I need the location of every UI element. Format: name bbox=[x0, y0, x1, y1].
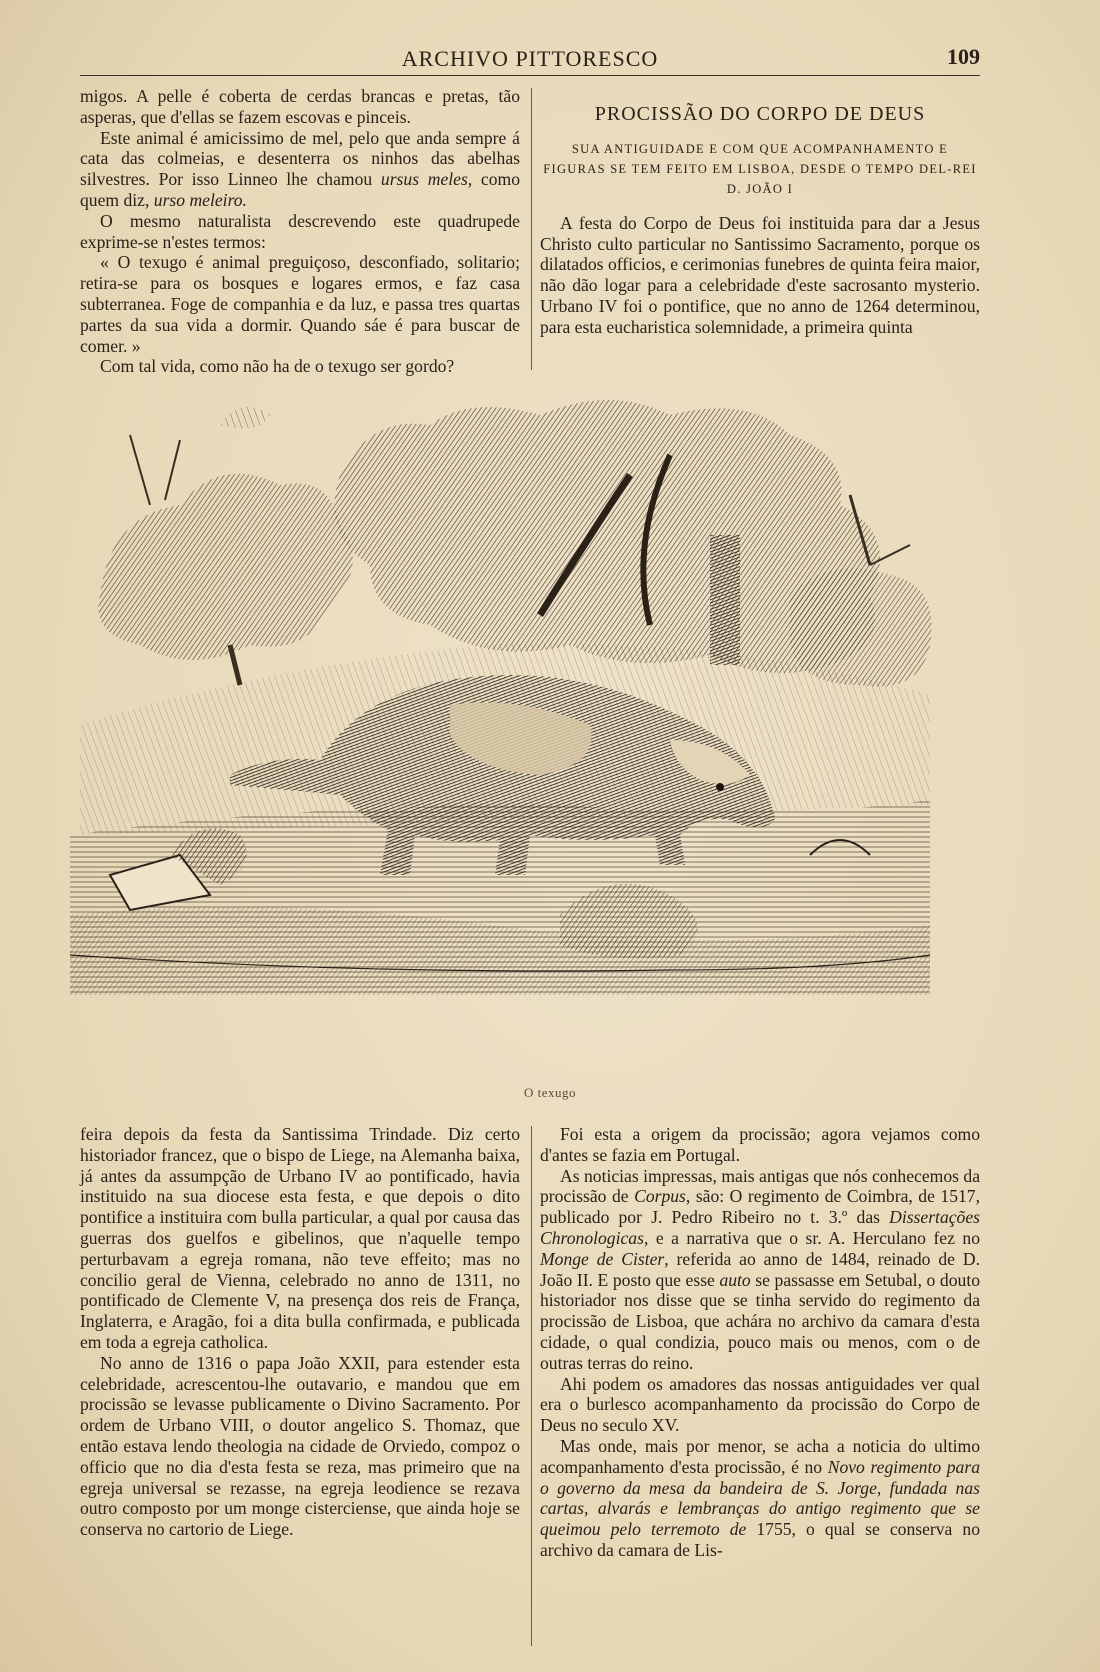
running-title: ARCHIVO PITTORESCO bbox=[401, 46, 659, 71]
paragraph-text: Mas onde, mais por menor, se acha a noticia do ultimo acompanhamento d'esta procissão, é no bbox=[540, 1435, 980, 1477]
italic-term: urso meleiro. bbox=[153, 189, 247, 210]
left-trees bbox=[98, 407, 353, 685]
italic-term: auto bbox=[719, 1269, 751, 1290]
paragraph-text: se passasse em Setubal, o douto historiador nos disse que se tinha servido do regimento da procissão de Lisboa, que achára no archivo da camara d'esta cidade, o qual condizia, pouco mais ou menos, com o de outras terras do reino. bbox=[540, 1269, 980, 1373]
paragraph bbox=[540, 1166, 980, 1374]
paragraph-text: , são: O regimento de Coimbra, de 1517, publicado por J. Pedro Ribeiro no t. 3.º das bbox=[540, 1186, 980, 1228]
right-bush bbox=[790, 568, 932, 686]
paragraph-text: As noticias impressas, mais antigas que nós conhecemos da procissão de bbox=[540, 1165, 980, 1207]
page-header bbox=[80, 44, 980, 76]
italic-term: Corpus bbox=[634, 1186, 686, 1207]
figure-caption: O texugo bbox=[523, 1085, 577, 1100]
paragraph-text: , referida ao anno de 1484, reinado de D. João II. E posto que esse bbox=[540, 1248, 980, 1290]
column-rule bbox=[531, 1126, 532, 1646]
quotation: « O texugo é animal preguiçoso, desconfiado, solitario; retira-se para os bosques e logares ermos, e faz casa subterranea. Foge de companhia e da luz, e passa tres quartas partes da sua vida a dormir. Quando sáe é para buscar de comer. » bbox=[80, 252, 520, 356]
paragraph: Com tal vida, como não ha de o texugo ser gordo? bbox=[100, 356, 455, 377]
bottom-right-column bbox=[540, 1124, 980, 1561]
paragraph: A festa do Corpo de Deus foi instituida para dar a Jesus Christo culto particular no Santissimo Sacramento, porque os dilatados officios, e cerimonias funebres de quinta feira maior, não dão logar para a celebridade d'este sacrosanto mysterio. Urbano IV foi o pontifice, que no anno de 1264 determinou, para esta eucharistica solemnidade, a primeira quinta bbox=[540, 212, 980, 337]
section-subtitle: SUA ANTIGUIDADE E COM QUE ACOMPANHAMENTO E FIGURAS SE TEM FEITO EM LISBOA, DESDE O TEMPO DEL-REI D. JOÃO I bbox=[543, 141, 977, 196]
paragraph-text: como quem diz, bbox=[80, 169, 520, 210]
paragraph: feira depois da festa da Santissima Trindade. Diz certo historiador francez, que o bispo de Liege, na Alemanha baixa, já antes da assumpção de Urbano IV ao pontificado, havia instituido na sua diocese esta festa, e que depois o dito pontifice a instituira com bulla particular, a qual por causa das guerras dos guelfos e gibelinos, que n'aquelle tempo perturbavam a egreja romana, não teve effeito; mas no concilio geral de Vienna, celebrado no anno de 1311, no pontificado de Clemente V, na presença dos reis de França, Inglaterra, e Aragão, foi a dita bulla confirmada, e publicada em toda a egreja catholica. bbox=[80, 1124, 520, 1352]
column-rule bbox=[531, 88, 532, 370]
paragraph-text: 1755, o qual se conserva no archivo da camara de Lis- bbox=[540, 1519, 980, 1560]
italic-term: ursus meles, bbox=[380, 169, 473, 190]
paragraph-text: , e a narrativa que o sr. A. Herculano fez no bbox=[643, 1227, 980, 1248]
italic-term: Novo regimento para o governo da mesa da bandeira de S. Jorge, fundada nas cartas, alvarás e lembranças do antigo regimento que se queimou pelo terremoto de bbox=[540, 1456, 980, 1540]
page-number: 109 bbox=[947, 44, 980, 69]
section-title: PROCISSÃO DO CORPO DE DEUS bbox=[594, 103, 926, 125]
top-left-column bbox=[80, 86, 520, 377]
paragraph: O mesmo naturalista descrevendo este quadrupede exprime-se n'estes termos: bbox=[80, 210, 520, 252]
italic-term: Dissertações Chronologicas bbox=[540, 1207, 980, 1248]
paragraph: Foi esta a origem da procissão; agora vejamos como d'antes se fazia em Portugal. bbox=[540, 1124, 980, 1165]
paragraph: Ahi podem os amadores das nossas antiguidades ver qual era o burlesco acompanhamento da procissão do Corpo de Deus no seculo XV. bbox=[540, 1373, 980, 1436]
paragraph: migos. A pelle é coberta de cerdas brancas e pretas, tão asperas, que d'ellas se fazem escovas e pinceis. bbox=[80, 86, 520, 127]
top-right-column bbox=[540, 98, 980, 338]
italic-term: Monge de Cister bbox=[540, 1248, 665, 1269]
badger-engraving bbox=[70, 395, 990, 1045]
paragraph-text: Este animal é amicissimo de mel, pelo que anda sempre á cata das colmeias, e desenterra os ninhos das abelhas silvestres. Por isso Linneo lhe chamou bbox=[80, 127, 520, 190]
paragraph bbox=[540, 1436, 980, 1561]
bottom-left-column bbox=[80, 1124, 520, 1540]
paragraph: No anno de 1316 o papa João XXII, para estender esta celebridade, acrescentou-lhe outavario, e mandou que em procissão se levasse publicamente o Divino Sacramento. Por ordem de Urbano VIII, o doutor angelico S. Thomaz, que então estava lendo theologia na cidade de Orviedo, compoz o officio que no dia d'esta festa se reza, mas primeiro que na egreja universal se rezasse, na egreja leodience se rezava outro composto por um monge cisterciense, que ainda hoje se conserva no cartorio de Liege. bbox=[80, 1352, 520, 1540]
paragraph bbox=[80, 128, 520, 211]
